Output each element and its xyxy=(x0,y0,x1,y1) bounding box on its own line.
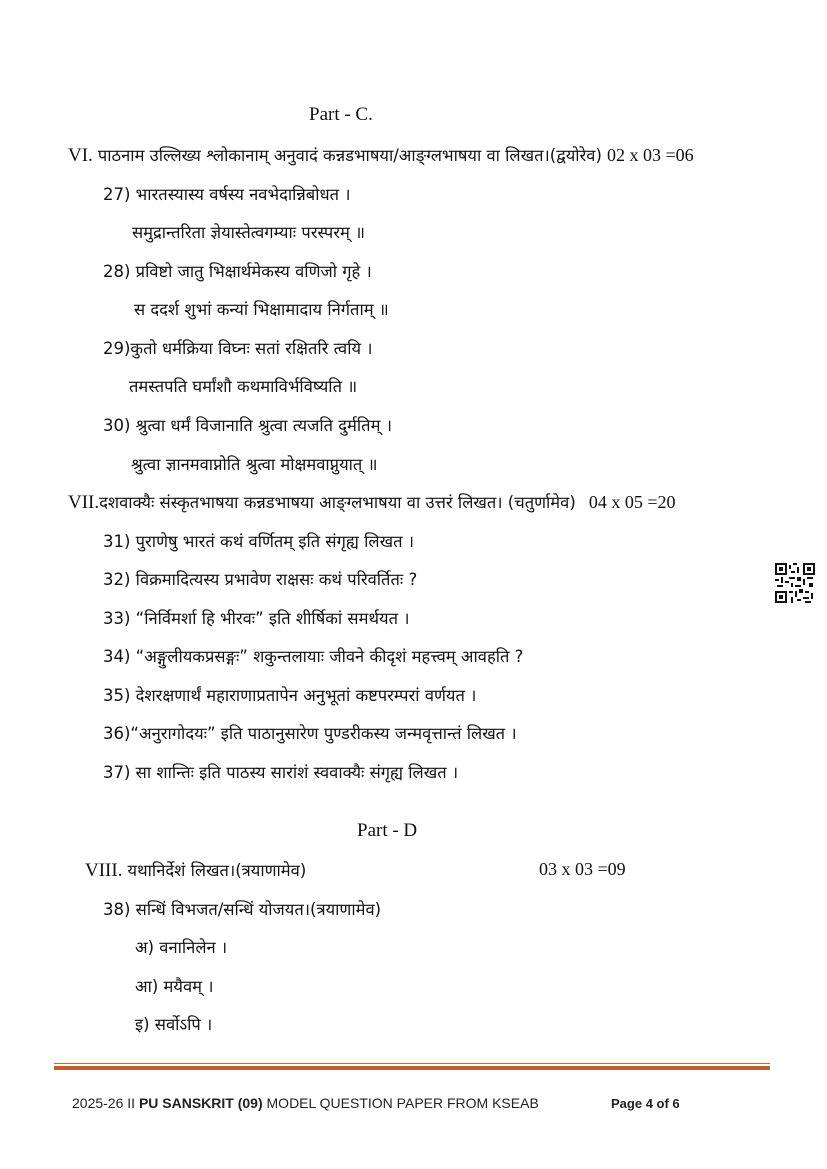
question-30-line-1: 30) श्रुत्वा धर्मं विजानाति श्रुत्वा त्यजति दुर्मतिम् । xyxy=(103,416,392,435)
footer-title-subject: PU SANSKRIT (09) xyxy=(138,1095,263,1111)
footer-divider-thick xyxy=(54,1066,770,1070)
section-number: VI. xyxy=(68,145,93,166)
question-27-line-2: समुद्रान्तरिता ज्ञेयास्तेत्वगम्याः परस्परम् ॥ xyxy=(132,223,366,242)
section-vi-heading xyxy=(68,143,694,167)
question-34: 34) “अङ्गुलीयकप्रसङ्गः” शकुन्तलायाः जीवने कीदृशं महत्त्वम् आवहति ? xyxy=(103,647,524,666)
qr-code-icon xyxy=(775,563,815,603)
question-38: 38) सन्धिं विभजत/सन्धिं योजयत।(त्रयाणामेव) xyxy=(103,900,382,919)
section-viii-heading xyxy=(85,858,306,882)
part-d-title: Part - D xyxy=(357,820,418,841)
section-instruction: पाठनाम उल्लिख्य श्लोकानाम् अनुवादं कन्नडभाषया/आङ्ग्लभाषया वा लिखत।(द्वयोरेव) xyxy=(97,146,602,165)
section-number: VII. xyxy=(68,492,100,513)
page-current: 4 xyxy=(645,1096,653,1111)
footer-title xyxy=(72,1095,539,1111)
section-vii-heading xyxy=(68,490,676,514)
question-30-line-2: श्रुत्वा ज्ञानमवाप्नोति श्रुत्वा मोक्षमवाप्नुयात् ॥ xyxy=(131,455,378,474)
question-32: 32) विक्रमादित्यस्य प्रभावेण राक्षसः कथं परिवर्तितः ? xyxy=(103,570,418,589)
page-number xyxy=(611,1096,680,1111)
question-28-line-2: स ददर्श शुभां कन्यां भिक्षामादाय निर्गताम् ॥ xyxy=(134,300,389,319)
question-27-line-1: 27) भारतस्यास्य वर्षस्य नवभेदान्निबोधत । xyxy=(103,185,351,204)
section-marks: 03 x 03 =09 xyxy=(539,859,626,879)
footer-divider-thin xyxy=(54,1063,770,1064)
question-38-b: आ) मयैवम् । xyxy=(135,977,214,996)
section-instruction: दशवाक्यैः संस्कृतभाषया कन्नडभाषया आङ्ग्लभाषया वा उत्तरं लिखत। (चतुर्णामेव) xyxy=(99,493,576,512)
section-marks: 04 x 05 =20 xyxy=(588,492,676,512)
question-33: 33) “निर्विमर्शा हि भीरवः” इति शीर्षिकां समर्थयत । xyxy=(103,609,410,628)
page-total: 6 xyxy=(672,1096,680,1111)
part-c-title: Part - C. xyxy=(309,104,373,125)
section-instruction: यथानिर्देशं लिखत।(त्रयाणामेव) xyxy=(127,861,307,880)
section-marks: 02 x 03 =06 xyxy=(607,145,694,165)
question-31: 31) पुराणेषु भारतं कथं वर्णितम् इति संगृह्य लिखत । xyxy=(103,532,414,551)
question-28-line-1: 28) प्रविष्टो जातु भिक्षार्थमेकस्य वणिजो गृहे । xyxy=(103,262,372,281)
page-word: Page xyxy=(611,1096,646,1111)
question-37: 37) सा शान्तिः इति पाठस्य सारांशं स्ववाक्यैः संगृह्य लिखत । xyxy=(103,763,459,782)
page-of: of xyxy=(652,1096,673,1111)
question-29-line-2: तमस्तपति घर्मांशौ कथमाविर्भविष्यति ॥ xyxy=(129,377,358,396)
footer-title-suffix: MODEL QUESTION PAPER FROM KSEAB xyxy=(262,1095,539,1111)
question-35: 35) देशरक्षणार्थं महाराणाप्रतापेन अनुभूतां कष्टपरम्परां वर्णयत । xyxy=(103,686,477,705)
footer-title-prefix: 2025-26 II xyxy=(72,1095,139,1111)
question-36: 36)“अनुरागोदयः” इति पाठानुसारेण पुण्डरीकस्य जन्मवृत्तान्तं लिखत । xyxy=(103,724,517,743)
section-number: VIII. xyxy=(85,860,123,881)
question-29-line-1: 29)कुतो धर्मक्रिया विघ्नः सतां रक्षितरि त्वयि । xyxy=(103,339,373,358)
question-38-c: इ) सर्वोऽपि । xyxy=(135,1015,213,1034)
question-38-a: अ) वनानिलेन । xyxy=(135,938,228,957)
